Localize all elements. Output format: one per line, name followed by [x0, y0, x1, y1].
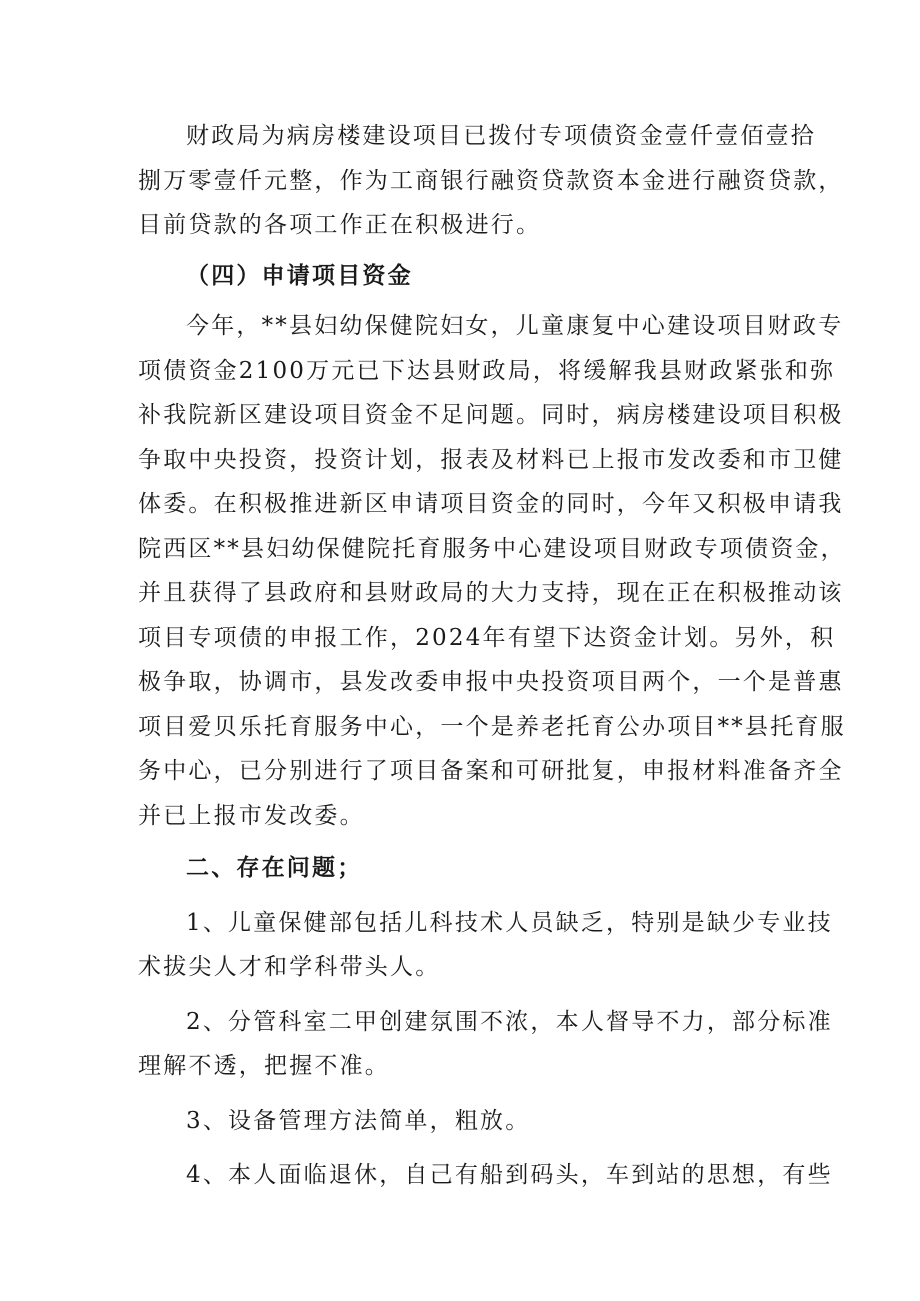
text-line: 体委。在积极推进新区申请项目资金的同时，今年又积极申请我 [138, 491, 844, 517]
text-line: 3、设备管理方法简单，粗放。 [186, 1107, 531, 1134]
text-line: 目前贷款的各项工作正在积极进行。 [138, 212, 542, 238]
paragraph-funding-loan [138, 114, 844, 248]
text-line: 财政局为病房楼建设项目已拨付专项债资金壹仟壹佰壹拾 [186, 123, 816, 149]
text-line: 术拔尖人才和学科带头人。 [138, 954, 441, 980]
issue-item-4 [138, 1153, 833, 1198]
text-line: 项目专项债的申报工作，2024年有望下达资金计划。另外，积 [138, 624, 836, 651]
text-line: 并且获得了县政府和县财政局的大力支持，现在正在积极推动该 [138, 580, 844, 606]
issue-item-1 [138, 901, 833, 990]
text-line: 1、儿童保健部包括儿科技术人员缺乏，特别是缺少专业技 [186, 909, 833, 936]
text-line: 理解不透，把握不准。 [138, 1053, 390, 1079]
issue-item-3 [138, 1099, 782, 1144]
text-line: 捌万零壹仟元整，作为工商银行融资贷款资本金进行融资贷款， [138, 167, 844, 194]
text-line: 争取中央投资，投资计划，报表及材料已上报市发改委和市卫健 [138, 446, 844, 473]
text-line: 极争取，协调市，县发改委申报中央投资项目两个，一个是普惠 [138, 669, 844, 695]
text-line: 项债资金2100万元已下达县财政局，将缓解我县财政紧张和弥 [138, 357, 836, 384]
text-line: 并已上报市发改委。 [138, 802, 365, 829]
text-line: 院西区**县妇幼保健院托育服务中心建设项目财政专项债资金， [138, 535, 846, 562]
text-line: 务中心，已分别进行了项目备案和可研批复，申报材料准备齐全 [138, 758, 844, 784]
text-line: 4、本人面临退休，自己有船到码头，车到站的思想，有些 [186, 1162, 833, 1188]
section-heading-apply-funds: （四）申请项目资金 [186, 261, 413, 289]
text-line: 今年，**县妇幼保健院妇女，儿童康复中心建设项目财政专 [186, 313, 844, 339]
issue-item-2 [138, 1000, 833, 1089]
section-heading-existing-problems: 二、存在问题； [186, 854, 363, 881]
paragraph-apply-funds [138, 304, 846, 838]
text-line: 项目爱贝乐托育服务中心，一个是养老托育公办项目**县托育服 [138, 713, 846, 740]
text-line: 2、分管科室二甲创建氛围不浓，本人督导不力，部分标准 [186, 1008, 833, 1035]
text-line: 补我院新区建设项目资金不足问题。同时，病房楼建设项目积极 [138, 402, 844, 428]
